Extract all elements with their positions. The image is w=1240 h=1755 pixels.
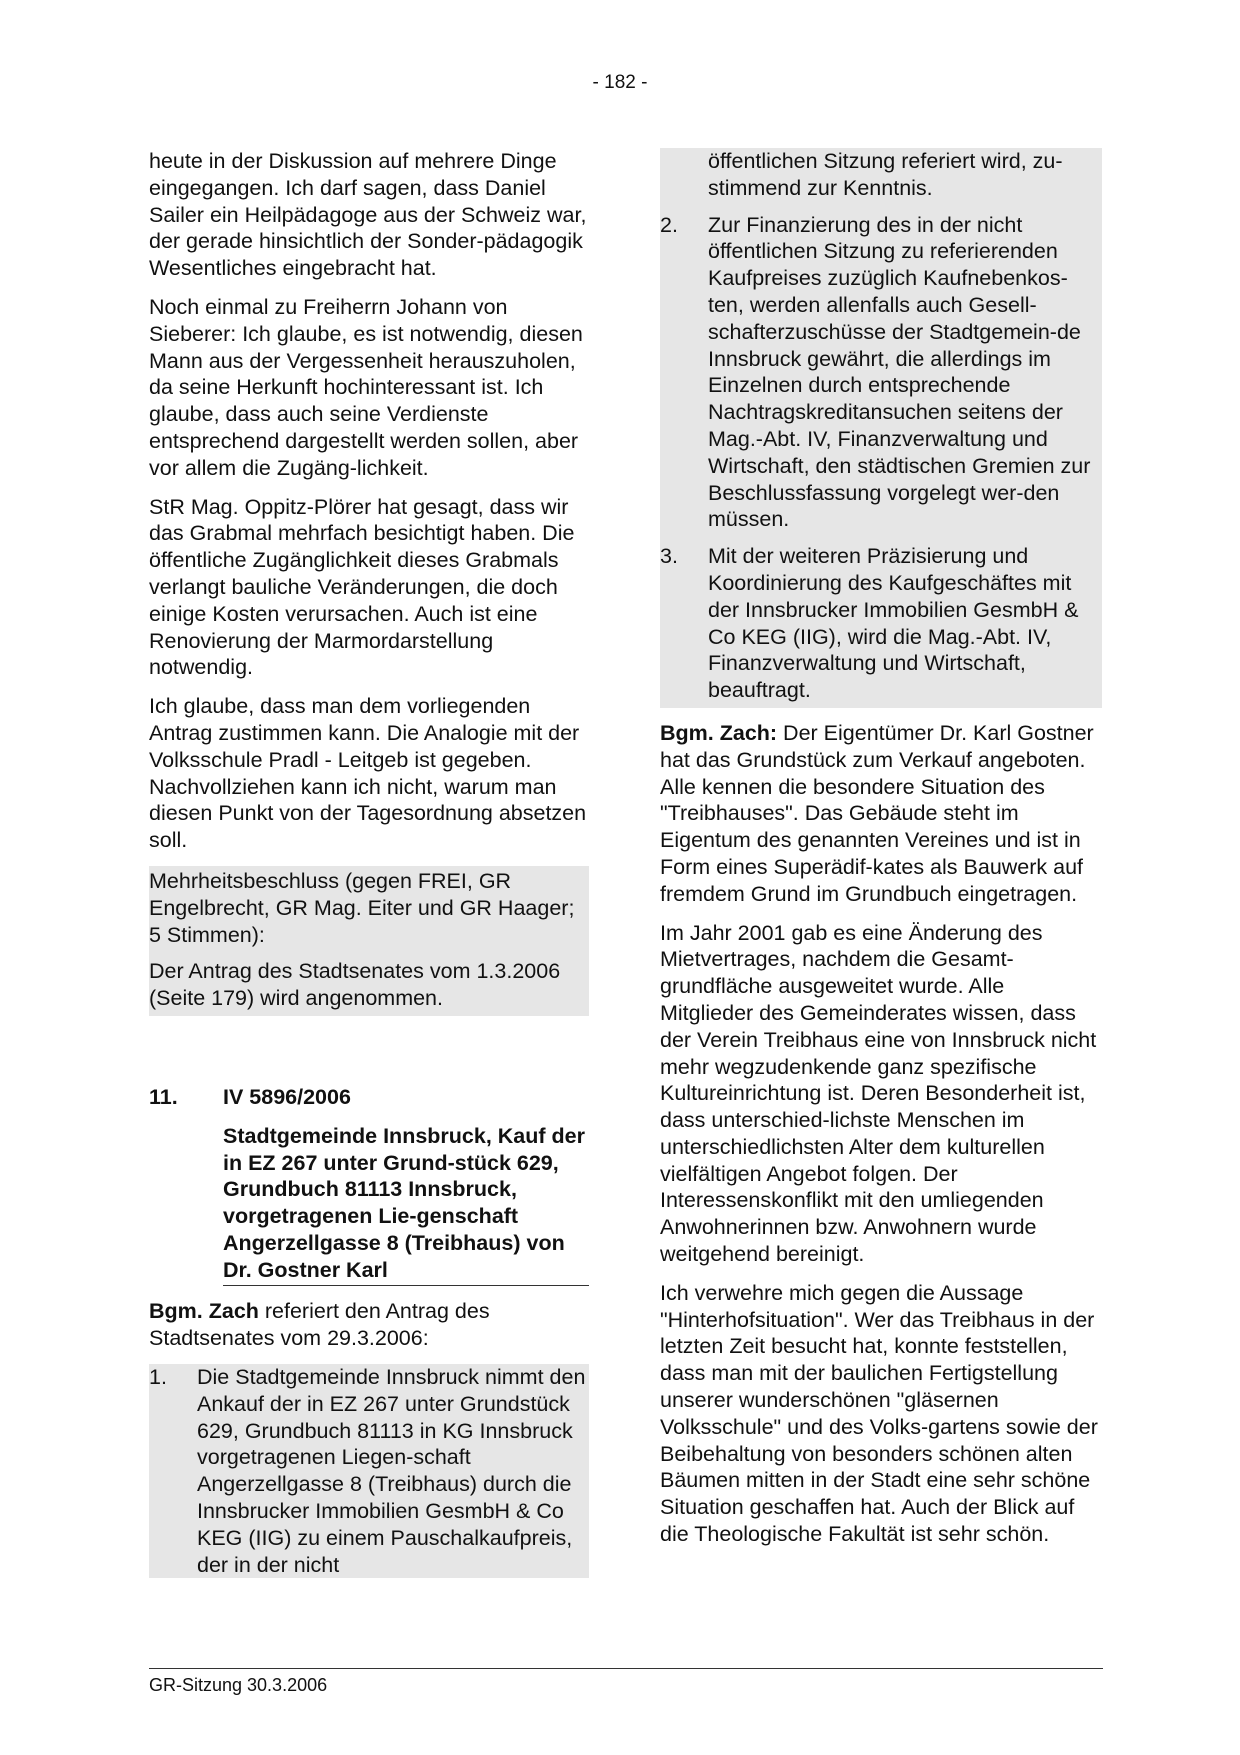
resolution-text: Mehrheitsbeschluss (gegen FREI, GR Engelbrecht, GR Mag. Eiter und GR Haager; 5 Stimmen): [149,868,575,947]
paragraph: Noch einmal zu Freiherrn Johann von Sieberer: Ich glaube, es ist notwendig, diesen Mann aus der Vergessenheit herauszuholen, da seine Herkunft hochinteressant ist. Ich glaube, dass auch seine Verdienste entsprechend dargestellt werden sollen, aber vor allem die Zugäng-lichkeit. [149,294,583,480]
agenda-title: Stadtgemeinde Innsbruck, Kauf der in EZ 267 unter Grund-stück 629, Grundbuch 81113 Innsbruck, vorgetragenen Lie-genschaft Angerzellgasse 8 (Treibhaus) von Dr. Gostner Karl [223,1123,589,1287]
paragraph: StR Mag. Oppitz-Plörer hat gesagt, dass wir das Grabmal mehrfach besichtigt haben. Die öffentliche Zugänglichkeit dieses Grabmals verlangt bauliche Veränderungen, die doch einige Kosten verursachen. Auch ist eine Renovierung der Marmordarstellung notwendig. [149,494,575,680]
motion-list-part2 [660,148,1102,708]
list-item [660,212,1102,534]
list-item [149,1364,589,1578]
list-number: 3. [660,544,678,569]
speaker-intro [149,1298,589,1352]
speaker-name: Bgm. Zach: [660,720,778,745]
motion-list-part1 [149,1364,589,1578]
paragraph: Im Jahr 2001 gab es eine Änderung des Mietvertrages, nachdem die Gesamt-grundfläche ausgeweitet wurde. Alle Mitglieder des Gemeinderates wissen, dass der Verein Treibhaus eine von Innsbruck nicht mehr wegzudenkende ganz spezifische Kultureinrichtung ist. Deren Besonderheit ist, dass unterschied-lichste Menschen im unterschiedlichsten Alter dem kulturellen vielfältigen Angebot folgen. Der Interessenskonflikt mit den umliegenden Anwohnerinnen bzw. Anwohnern wurde weitgehend bereinigt. [660,920,1097,1267]
list-continuation: öffentlichen Sitzung referiert wird, zu-stimmend zur Kenntnis. [708,149,1063,200]
footer-divider [149,1668,1103,1669]
page-number: - 182 - [592,72,648,93]
list-item [660,543,1102,704]
footer: GR-Sitzung 30.3.2006 [149,1675,328,1695]
list-number: 1. [149,1365,167,1390]
left-column [149,148,589,1578]
paragraph: heute in der Diskussion auf mehrere Dinge eingegangen. Ich darf sagen, dass Daniel Sailer ein Heilpädagoge aus der Schweiz war, der gerade hinsichtlich der Sonder-pädagogik Wesentliches eingebracht hat. [149,149,587,281]
agenda-number: 11. [149,1084,178,1109]
paragraph [660,720,1102,908]
paragraph: Ich verwehre mich gegen die Aussage "Hinterhofsituation". Wer das Treibhaus in der letzten Zeit besucht hat, konnte feststellen, dass man mit der baulichen Fertigstellung unserer wunderschönen "gläsernen Volksschule" und des Volks-gartens sowie der Beibehaltung von besonders schönen alten Bäumen mitten in der Stadt eine sehr schöne Situation geschaffen hat. Auch der Blick auf die Theologische Fakultät ist sehr schön. [660,1280,1098,1547]
agenda-item [149,1084,589,1287]
list-text: Zur Finanzierung des in der nicht öffentlichen Sitzung zu referierenden Kaufpreises zuzüglich Kaufnebenkos-ten, werden allenfalls auch Gesell-schafterzuschüsse der Stadtgemein-de Innsbruck gewährt, die allerdings im Einzelnen durch entsprechende Nachtragskreditansuchen seitens der Mag.-Abt. IV, Finanzverwaltung und Wirtschaft, den städtischen Gremien zur Beschlussfassung vorgelegt wer-den müssen. [708,212,1091,532]
list-text: Die Stadtgemeinde Innsbruck nimmt den Ankauf der in EZ 267 unter Grundstück 629, Grundbuch 81113 in KG Innsbruck vorgetragenen Liegen-schaft Angerzellgasse 8 (Treibhaus) durch die Innsbrucker Immobilien GesmbH & Co KEG (IIG) zu einem Pauschalkaufpreis, der in der nicht [197,1365,586,1577]
agenda-reference: IV 5896/2006 [223,1084,351,1109]
paragraph: Ich glaube, dass man dem vorliegenden Antrag zustimmen kann. Die Analogie mit der Volksschule Pradl - Leitgeb ist gegeben. Nachvollziehen kann ich nicht, warum man diesen Punkt von der Tagesordnung absetzen soll. [149,694,587,853]
list-number: 2. [660,212,678,237]
resolution-result: Der Antrag des Stadtsenates vom 1.3.2006 (Seite 179) wird angenommen. [149,959,561,1011]
speaker-text: referiert den Antrag des Stadtsenates vom 29.3.2006: [149,1299,490,1351]
speaker-name: Bgm. Zach [149,1299,259,1324]
speaker-text: Der Eigentümer Dr. Karl Gostner hat das Grundstück zum Verkauf angeboten. Alle kennen die besondere Situation des "Treibhauses". Das Gebäude steht im Eigentum des genannten Vereines und ist in Form eines Superädif-kates als Bauwerk auf fremdem Grund im Grundbuch eingetragen. [660,720,1094,906]
list-text: Mit der weiteren Präzisierung und Koordinierung des Kaufgeschäftes mit der Innsbrucker Immobilien GesmbH & Co KEG (IIG), wird die Mag.-Abt. IV, Finanzverwaltung und Wirtschaft, beauftragt. [708,544,1079,703]
right-column [660,148,1102,1560]
resolution-box [149,866,589,1016]
